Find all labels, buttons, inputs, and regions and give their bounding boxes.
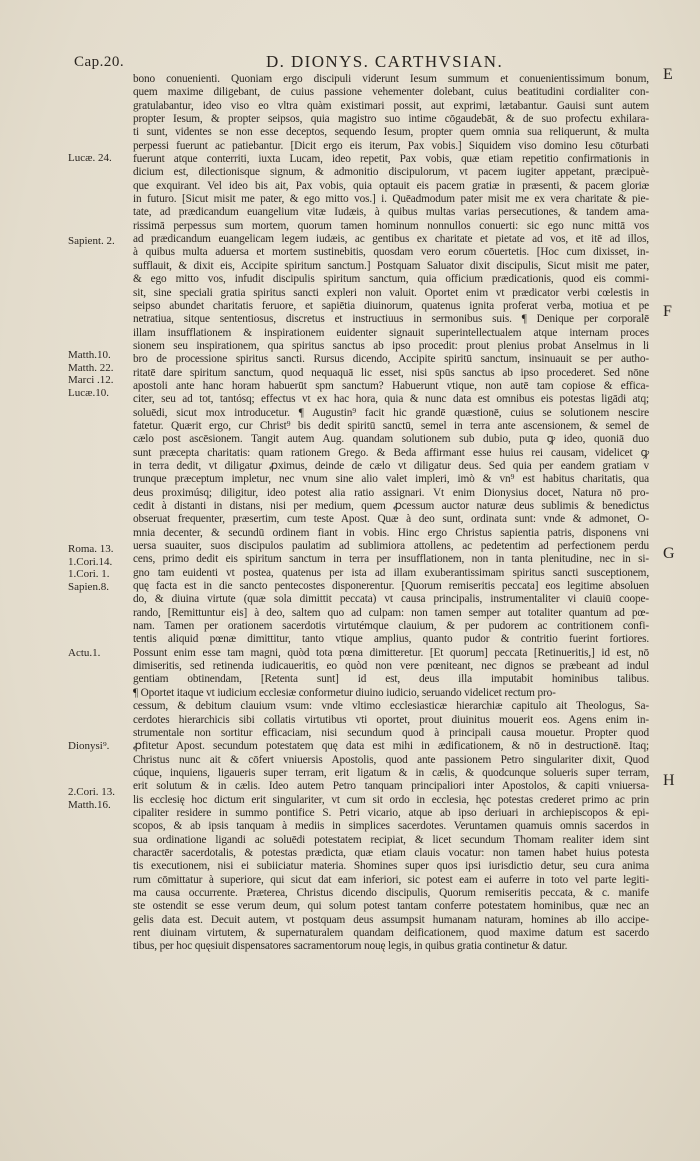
margin-ref: Lucæ. 24. [68, 152, 112, 164]
text-line: ste ostendit se esse verum deum, qui solum potest tantam conferre potestatem hominibus, quæ nec an [133, 900, 649, 913]
margin-ref: 2.Cori. 13. [68, 786, 116, 798]
margin-note-wisdom [68, 235, 115, 248]
text-line: rando, [Remittuntur eis] à deo, saltem quo ad culpam: non tamen semper aut totaliter quantum ad pœ- [133, 606, 649, 619]
text-line: cipaliter residere in summo pontifice S. Petri vicario, atque ab ipso deriuari in archiepiscopos & epi- [133, 806, 649, 819]
text-line: fuerunt atque conterriti, iuxta Lucam, ideo repetit, Pax vobis, quæ etiam repetitio confirmationis in [133, 153, 649, 166]
text-line: gentiam obtinendam, [Retenta sunt] id est, deus illa imputabit hominibus talibus. [133, 673, 649, 686]
margin-note-gospels [68, 349, 114, 399]
text-line: bono conuenienti. Quoniam ergo discipuli viderunt Iesum summum et conuenientissimum bonum, [133, 73, 649, 85]
text-line: cælo post ascēsionem. Tangit autem Aug. quandam solutionem sub dubio, puta ꝙ ideo, quoniā duo [133, 433, 649, 446]
text-line: gelis data est. Decuit autem, vt postquam deus assumpsit humanam naturam, homines ab illo accipe- [133, 913, 649, 926]
margin-ref: Sapien.8. [68, 580, 109, 593]
margin-ref: Matth.10. [68, 349, 111, 361]
margin-note-acts [68, 647, 100, 660]
section-letter-h: H [663, 772, 675, 789]
text-line: illam insufflationem & inspirationem euidenter signauit superintellectualem atque internam proces [133, 326, 649, 339]
text-line: cúque, inquiens, ligaueris super terram, erit ligatum & in cælis, & quodcunque solueris super terram, [133, 766, 649, 779]
text-line: & ego mitto vos, infudit discipulis spiritum sanctum, quia officium prædicationis, quod eis commi- [133, 273, 649, 286]
margin-ref: Matth. 22. [68, 361, 114, 374]
text-line: bro de processione spiritus sancti. Rursus dicendo, Accipite spiritū sanctum, insinuauit se per autho- [133, 353, 649, 366]
text-line: dicium est, dilectionisque signum, & admonitio discipulorum, vt pacem iugiter appetant, præcipuè- [133, 166, 649, 179]
margin-note-corinthians [68, 786, 115, 811]
text-line: sufflauit, & dixit eis, Accipite spiritum sanctum.] Postquam Saluator dixit discipulis, Sicut misit me pater, [133, 259, 649, 272]
text-line: charactēr sacerdotalis, & potestas prædicta, quæ etiam clauis vocatur: non tamen habet huius potesta [133, 846, 649, 859]
text-line: quę facta est in die sancto pentecostes disponerentur. [Quorum remiseritis peccata] eos legitime absoluen [133, 580, 649, 593]
text-line: lis ecclesię hoc dictum erit singulariter, vt cum sit ordo in ecclesia, hęc potestas crederet primo ac prin [133, 793, 649, 806]
text-line: tis executionem, nisi ei subiiciatur materia. Shomines super quos ipsi iurisdictio detur, seu cura anima [133, 860, 649, 873]
section-letter-f: F [663, 303, 672, 320]
text-line: gratulabantur, ideo viso eo vltra quàm existimari possit, aut exprimi, lætabantur. Gauisi sunt autem [133, 99, 649, 112]
text-line: ¶ Oportet itaque vt iudicium ecclesiæ conformetur diuino iudicio, seruando videlicet rectum pro- [133, 686, 556, 699]
text-line: scopos, & ab ipsis tanquam à mediis in simplices sacerdotes. Veruntamen quamuis omnis sacerdos in [133, 820, 649, 833]
text-line: uersa suauiter, suos discipulos paulatim ad sublimiora attollens, ac pedetentim ad perfectionem perdu [133, 540, 649, 553]
margin-ref: Sapient. 2. [68, 235, 115, 247]
text-line: cessum, & debitum clauium vsum: vnde vltimo ecclesiasticæ hierarchiæ capitulo ait Theologus, Sa- [133, 700, 649, 713]
text-line: citer, seu ad tot, tantósq; effectus vt ex hac hora, quia & nunc data est omnibus eis potestas ligādi atq; [133, 393, 649, 406]
text-line: cerdotes hierarchicis sibi collatis virtutibus vti oportet, prout diuinitus mouerit eos. Agens enim in- [133, 713, 649, 726]
text-line: propter Iesum, & propter seipsos, quia magistro suo intime cōgaudebāt, & de suo profectu exhilara- [133, 113, 649, 126]
main-text-column [133, 73, 649, 953]
text-line: ad prædicandum euangelicam legem iudæis, ac gentibus ex charitate et pietate ad vos, et itē ad illos, [133, 233, 649, 246]
text-line: rissimā perpessus sum mortem, quorum tamen hominum nonnullos conuerti: sic ego nunc mittā vos [133, 219, 649, 232]
text-line: Christus nunc ait & cōfert vniuersis Apostolis, quod ante passionem Petro singulariter dixit, Quod [133, 753, 649, 766]
text-line: seipso abundet charitatis feruore, et sapiētia diuinorum, quatenus ignita proferat verba, motiua et pe [133, 299, 649, 312]
text-line: sua ordinatione ligandi ac soluēdi potestatem recipiat, & licet secundum Thomam realiter idem sint [133, 833, 649, 846]
text-line: sionem seu inspirationem, qua spiritus sanctus ab ipso procedit: prout plenius probat Anselmus in li [133, 339, 649, 352]
text-line: tate, ad prædicandum euangelium vitæ Iudæis, à quibus multas varias persecutiones, & tandem ama- [133, 206, 649, 219]
margin-note-dionysius [68, 740, 109, 753]
text-line: apostoli ante hanc horam habuerūt spm sanctum? Habuerunt vtique, non autē tam copiose & effica- [133, 379, 649, 392]
text-line: tentis aliquid pœnæ dimittitur, tanto vtique amplius, quanto pudor & contritio fuerint fortiores. [133, 633, 649, 646]
text-line: ti sunt, videntes se non esse deceptos, sequendo Iesum, propter quem omnia sua reliquerunt, & multa [133, 126, 649, 139]
margin-ref: Actu.1. [68, 647, 101, 659]
text-line: ma causa occurrente. Præterea, Christus dicendo discipulis, Quorum remiseritis peccata, & c. manife [133, 886, 649, 899]
text-line: rent diuinam virtutem, & supernaturalem quandam deificationem, quod maxime datum est sacerdo [133, 927, 649, 939]
margin-ref: Roma. 13. [68, 543, 114, 555]
text-line: rum cōmittatur à superiore, qui sicut dat eam inferiori, sic potest eam ei auferre in toto vel parte legiti- [133, 873, 649, 886]
text-line: mnia decenter, & secundū ordinem fiant in vobis. Hinc ergo Christus sapientia patris, disponens vni [133, 526, 649, 539]
text-line: nam. Tamen per orationem sacerdotis virtutémque clauium, & per pudorem ac contritionem confi- [133, 620, 649, 633]
text-line: in terra dedit, vt diligatur ꝓximus, deinde de cælo vt diligatur deus. Sed quia per eandem gratiam v [133, 459, 649, 472]
text-line: strumentale non sortitur efficaciam, nisi secundum quod à principali causa mouetur. Propter quod [133, 726, 649, 739]
text-line: deus proximúsq; diligitur, ideo potest alia ratio assignari. Vt enim Dionysius docet, Natura nō pro- [133, 486, 649, 499]
text-line: cedit à distanti in distans, nisi per medium, quem ꝓcessum auctor naturæ deus sublimis & benedictus [133, 500, 649, 512]
text-line: obseruat frequenter, præsertim, cum teste Apost. Quæ à deo sunt, ordinata sunt: vnde & admonet, O- [133, 513, 649, 526]
margin-ref: Lucæ.10. [68, 386, 109, 399]
section-letter-e: E [663, 66, 673, 83]
text-line: netratiua, sitque sententiosus, discretus et instructiuus in sermonibus suis. ¶ Denique per corporalē [133, 313, 649, 326]
text-line: in futuro. [Sicut misit me pater, & ego mitto vos.] i. Quēadmodum pater misit me ex vera charitate & pie- [133, 193, 649, 206]
text-line: sit, sine speciali gratia spiritus sancti expleri non valuit. Oportet enim vt prædicator verbi cœlestis in [133, 286, 649, 299]
margin-ref: 1.Cori. 1. [68, 568, 110, 580]
text-line: sunt præcepta charitatis: quam rationem Grego. & Beda affirmant esse huius rei causam, videlicet ꝙ [133, 446, 649, 459]
chapter-label: Cap.20. [74, 54, 125, 70]
text-line: trunque præceptum impletur, nec vnum sine alio valet impleri, imò & vn⁹ est habitus charitatis, qua [133, 473, 649, 486]
text-line: cens, primo dedit eis spiritum sanctum in terra per insufflationem, non in tanta plenitudine, nec in si- [133, 553, 649, 566]
text-line: que exquirant. Vel ideo bis ait, Pax vobis, quia optauit eis pacem gratiæ in præsenti, & pacem gloriæ [133, 179, 649, 192]
text-line: ꝓfitetur Apost. secundum potestatem quę data est mihi in ædificationem, & nō in destructionē. Itaq; [133, 740, 649, 753]
text-line: gno tam euidenti vt postea, quatenus per ista ad illam exuberantissimam spiritus sancti susceptionem, [133, 566, 649, 579]
text-line: fatetur. Quærit ergo, cur Christ⁹ bis dedit spiritū sanctū, semel in terra ante ascensionem, & semel de [133, 419, 649, 432]
text-line: tibus, per hoc quęsiuit dispensatores sacramentorum nouę legis, in quibus gratia continetur & datur. [133, 940, 568, 953]
text-line: dimiseritis, sed retinenda iudicaueritis, eo quòd non vere pœniteant, nec dignos se præbeant ad indul [133, 660, 649, 673]
text-line: Possunt enim esse tam magni, quòd tota pœna dimitteretur. [Et quorum] peccata [Retinueritis,] id est, nō [133, 646, 649, 659]
text-line: do, & diuina virtute (quæ sola dimittit peccata) vt causa principalis, instrumentaliter vi clauiū coope- [133, 593, 649, 606]
margin-note-epistles [68, 543, 114, 593]
text-line: erit solutum & in cælis. Ideo autem Petro tanquam principaliori inter Apostolos, & capiti vniuersa- [133, 780, 649, 793]
margin-ref: Dionysi⁹. [68, 740, 110, 752]
text-line: perpessi fuerunt ac patiebantur. [Dicit ergo eis iterum, Pax vobis.] Siquidem viso domino Iesu cōturbati [133, 139, 649, 152]
margin-note-luke [68, 152, 112, 165]
text-line: quem maxime diligebant, de cuius passione vehementer dolebant, cuius beatitudini cordialiter con- [133, 86, 649, 99]
text-line: soluēdi, sicut mox introducetur. ¶ Augustin⁹ facit hic grandē quæstionē, cuius se solutionem nescire [133, 406, 649, 419]
section-letter-g: G [663, 545, 675, 562]
margin-ref: 1.Cori.14. [68, 555, 113, 568]
text-line: à quibus multa aduersa et mortem sustinebitis, quosdam vero eorum cōuertetis. [Hoc cum dixisset, in- [133, 246, 649, 259]
running-title: D. DIONYS. CARTHVSIAN. [266, 52, 504, 71]
text-line: ritatē dare spiritum sanctum, quod nequaquā lic esset, nisi spūs sanctus ab ipso procederet. Sed nōne [133, 366, 649, 379]
margin-ref: Matth.16. [68, 798, 111, 811]
margin-ref: Marci .12. [68, 374, 114, 386]
